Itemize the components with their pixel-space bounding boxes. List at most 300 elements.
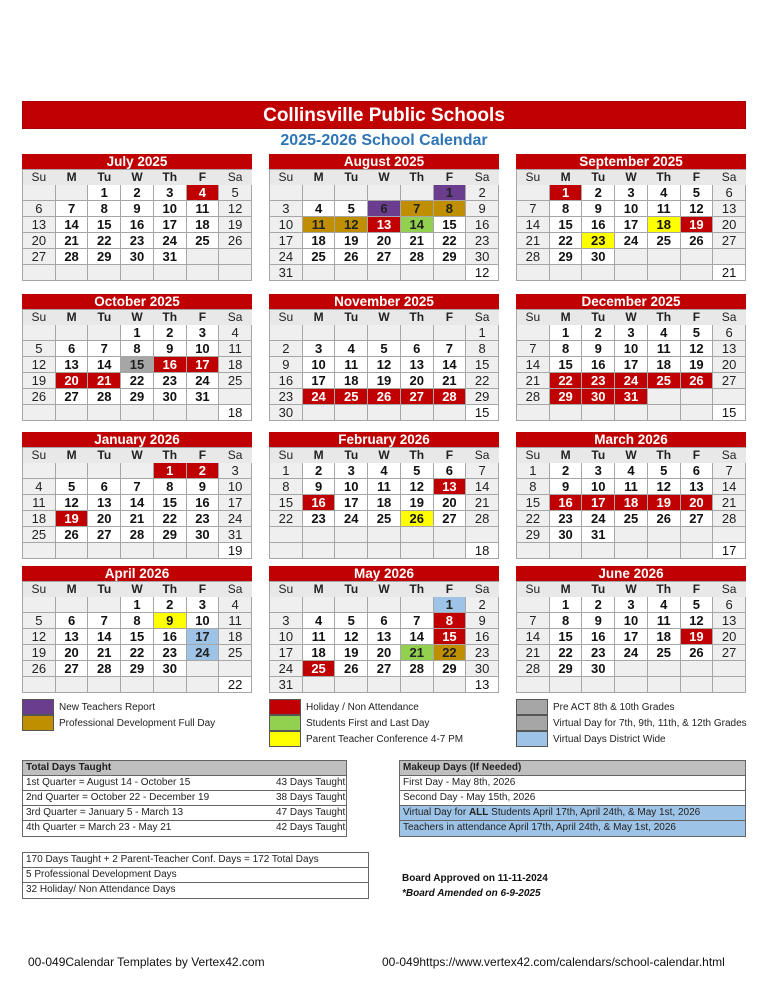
empty-cell xyxy=(121,543,154,559)
day-cell: 23 xyxy=(582,373,615,389)
day-name: Su xyxy=(23,582,56,597)
day-name: M xyxy=(550,170,583,185)
day-name: W xyxy=(368,582,401,597)
days-taught: 38 Days Taught xyxy=(276,792,346,803)
day-cell: 23 xyxy=(187,511,220,527)
empty-cell xyxy=(615,677,648,693)
empty-cell xyxy=(615,661,648,677)
empty-cell xyxy=(550,265,583,281)
day-cell: 25 xyxy=(615,511,648,527)
day-name: W xyxy=(121,170,154,185)
day-cell: 9 xyxy=(121,201,154,217)
day-cell: 5 xyxy=(368,341,401,357)
day-name: Su xyxy=(517,170,550,185)
day-cell: 19 xyxy=(648,495,681,511)
day-cell: 19 xyxy=(56,511,89,527)
day-name: M xyxy=(56,582,89,597)
day-cell: 22 xyxy=(121,645,154,661)
day-cell: 8 xyxy=(434,201,467,217)
days-count: 17 xyxy=(713,543,746,559)
day-cell: 1 xyxy=(550,325,583,341)
day-cell: 8 xyxy=(517,479,550,495)
day-cell: 8 xyxy=(121,341,154,357)
day-name: W xyxy=(121,448,154,463)
day-cell: 21 xyxy=(401,233,434,249)
day-name: W xyxy=(615,582,648,597)
day-name: W xyxy=(368,310,401,325)
day-cell: 1 xyxy=(154,463,187,479)
day-cell: 17 xyxy=(219,495,252,511)
day-cell: 23 xyxy=(303,511,336,527)
day-cell: 24 xyxy=(335,511,368,527)
day-cell: 3 xyxy=(303,341,336,357)
day-name: Tu xyxy=(582,582,615,597)
day-cell: 12 xyxy=(681,341,714,357)
day-cell: 4 xyxy=(615,463,648,479)
day-cell: 2 xyxy=(154,597,187,613)
empty-cell xyxy=(270,527,303,543)
day-cell: 20 xyxy=(56,645,89,661)
day-cell: 30 xyxy=(466,249,499,265)
day-cell: 17 xyxy=(187,629,220,645)
empty-cell xyxy=(303,185,336,201)
quarter-range: 1st Quarter = August 14 - October 15 xyxy=(26,777,191,788)
day-cell: 14 xyxy=(713,479,746,495)
empty-cell xyxy=(219,249,252,265)
empty-cell xyxy=(368,597,401,613)
day-cell: 7 xyxy=(713,463,746,479)
day-name: Th xyxy=(154,310,187,325)
day-cell: 24 xyxy=(219,511,252,527)
day-name: W xyxy=(121,310,154,325)
empty-cell xyxy=(517,543,550,559)
month-title: March 2026 xyxy=(516,432,746,447)
day-name: M xyxy=(303,582,336,597)
day-cell: 20 xyxy=(56,373,89,389)
empty-cell xyxy=(401,325,434,341)
day-name: Su xyxy=(23,170,56,185)
day-cell: 21 xyxy=(517,233,550,249)
day-cell: 31 xyxy=(270,265,303,281)
day-cell: 25 xyxy=(648,645,681,661)
day-cell: 9 xyxy=(466,201,499,217)
day-cell: 17 xyxy=(615,357,648,373)
day-cell: 30 xyxy=(582,249,615,265)
empty-cell xyxy=(154,265,187,281)
day-name: Tu xyxy=(582,448,615,463)
day-cell: 30 xyxy=(582,661,615,677)
swatch-virtual-district xyxy=(516,731,548,747)
day-cell: 19 xyxy=(401,495,434,511)
month-grid xyxy=(516,581,746,693)
calendar-subtitle: 2025-2026 School Calendar xyxy=(280,132,488,149)
day-cell: 2 xyxy=(187,463,220,479)
day-cell: 21 xyxy=(401,645,434,661)
day-cell: 16 xyxy=(550,495,583,511)
day-cell: 29 xyxy=(550,389,583,405)
day-cell: 9 xyxy=(550,479,583,495)
empty-cell xyxy=(368,325,401,341)
day-name: Th xyxy=(648,170,681,185)
day-cell: 2 xyxy=(154,325,187,341)
day-cell: 14 xyxy=(121,495,154,511)
days-taught: 47 Days Taught xyxy=(276,807,346,818)
month-calendar xyxy=(22,566,252,693)
empty-cell xyxy=(550,543,583,559)
legend-label: Virtual Days District Wide xyxy=(553,733,666,745)
day-cell: 20 xyxy=(401,373,434,389)
day-name: M xyxy=(303,448,336,463)
empty-cell xyxy=(648,405,681,421)
day-name: Sa xyxy=(219,582,252,597)
day-cell: 17 xyxy=(270,233,303,249)
empty-cell xyxy=(335,265,368,281)
day-cell: 3 xyxy=(582,463,615,479)
day-cell: 16 xyxy=(187,495,220,511)
day-name: M xyxy=(56,170,89,185)
day-cell: 11 xyxy=(648,341,681,357)
day-cell: 22 xyxy=(121,373,154,389)
table-row xyxy=(23,821,346,836)
empty-cell xyxy=(303,543,336,559)
day-name: Su xyxy=(270,448,303,463)
month-title: December 2025 xyxy=(516,294,746,309)
empty-cell xyxy=(401,543,434,559)
legend-item xyxy=(516,699,747,715)
day-name: Su xyxy=(23,448,56,463)
day-name: W xyxy=(615,448,648,463)
legend-item xyxy=(516,731,747,747)
day-cell: 4 xyxy=(648,185,681,201)
day-cell: 9 xyxy=(303,479,336,495)
day-name: Su xyxy=(517,582,550,597)
day-cell: 25 xyxy=(23,527,56,543)
text: Students April 17th, April 24th, & May 1st, 2026 xyxy=(488,807,701,818)
day-cell: 13 xyxy=(56,357,89,373)
day-cell: 12 xyxy=(681,613,714,629)
month-grid xyxy=(22,169,252,281)
day-cell: 8 xyxy=(434,613,467,629)
table-row: Teachers in attendance April 17th, April 24th, & May 1st, 2026 xyxy=(400,821,745,836)
day-cell: 29 xyxy=(550,249,583,265)
day-cell: 18 xyxy=(303,233,336,249)
empty-cell xyxy=(187,265,220,281)
empty-cell xyxy=(401,265,434,281)
day-cell: 27 xyxy=(713,373,746,389)
day-cell: 4 xyxy=(335,341,368,357)
day-name: Tu xyxy=(335,170,368,185)
day-cell: 24 xyxy=(187,373,220,389)
day-name: Su xyxy=(270,170,303,185)
day-cell: 10 xyxy=(270,217,303,233)
day-cell: 8 xyxy=(550,613,583,629)
empty-cell xyxy=(335,405,368,421)
day-cell: 12 xyxy=(335,217,368,233)
day-cell: 11 xyxy=(23,495,56,511)
day-cell: 1 xyxy=(270,463,303,479)
day-cell: 16 xyxy=(466,217,499,233)
day-cell: 18 xyxy=(303,645,336,661)
day-name: Tu xyxy=(88,310,121,325)
day-name: Th xyxy=(648,310,681,325)
legend-item xyxy=(516,715,747,731)
day-cell: 26 xyxy=(23,661,56,677)
day-cell: 27 xyxy=(23,249,56,265)
swatch-new-teachers xyxy=(22,699,54,715)
day-cell: 19 xyxy=(23,645,56,661)
day-cell: 11 xyxy=(648,613,681,629)
swatch-professional-development xyxy=(22,715,54,731)
empty-cell xyxy=(23,543,56,559)
empty-cell xyxy=(713,249,746,265)
empty-cell xyxy=(368,677,401,693)
empty-cell xyxy=(615,405,648,421)
empty-cell xyxy=(270,597,303,613)
day-cell: 13 xyxy=(401,357,434,373)
empty-cell xyxy=(368,405,401,421)
empty-cell xyxy=(648,677,681,693)
day-cell: 3 xyxy=(154,185,187,201)
day-cell: 26 xyxy=(648,511,681,527)
day-cell: 25 xyxy=(648,373,681,389)
day-name: Su xyxy=(270,310,303,325)
day-cell: 10 xyxy=(219,479,252,495)
day-cell: 25 xyxy=(187,233,220,249)
day-cell: 28 xyxy=(434,389,467,405)
day-cell: 23 xyxy=(121,233,154,249)
month-calendar xyxy=(269,294,499,421)
empty-cell xyxy=(434,527,467,543)
day-cell: 6 xyxy=(56,341,89,357)
empty-cell xyxy=(368,185,401,201)
day-name: Sa xyxy=(466,170,499,185)
day-cell: 21 xyxy=(517,645,550,661)
day-cell: 15 xyxy=(434,217,467,233)
day-cell: 29 xyxy=(550,661,583,677)
day-cell: 20 xyxy=(681,495,714,511)
day-cell: 28 xyxy=(517,661,550,677)
day-cell: 12 xyxy=(648,479,681,495)
month-title: August 2025 xyxy=(269,154,499,169)
days-taught: 42 Days Taught xyxy=(276,822,346,833)
day-cell: 13 xyxy=(368,629,401,645)
day-cell: 25 xyxy=(219,645,252,661)
day-cell: 7 xyxy=(517,613,550,629)
day-name: Sa xyxy=(713,582,746,597)
day-cell: 6 xyxy=(713,597,746,613)
day-cell: 25 xyxy=(303,249,336,265)
day-cell: 30 xyxy=(550,527,583,543)
day-cell: 10 xyxy=(270,629,303,645)
day-name: Tu xyxy=(582,310,615,325)
empty-cell xyxy=(401,405,434,421)
day-cell: 7 xyxy=(56,201,89,217)
day-cell: 29 xyxy=(434,661,467,677)
day-cell: 23 xyxy=(154,373,187,389)
month-title: September 2025 xyxy=(516,154,746,169)
day-cell: 31 xyxy=(154,249,187,265)
empty-cell xyxy=(681,677,714,693)
empty-cell xyxy=(187,405,220,421)
table-header: Makeup Days (If Needed) xyxy=(400,761,745,776)
day-cell: 8 xyxy=(270,479,303,495)
day-cell: 14 xyxy=(401,629,434,645)
day-cell: 22 xyxy=(88,233,121,249)
empty-cell xyxy=(401,527,434,543)
empty-cell xyxy=(154,543,187,559)
day-cell: 24 xyxy=(270,661,303,677)
day-name: Sa xyxy=(713,310,746,325)
day-cell: 27 xyxy=(401,389,434,405)
day-name: Th xyxy=(648,448,681,463)
empty-cell xyxy=(615,527,648,543)
day-cell: 9 xyxy=(270,357,303,373)
day-cell: 19 xyxy=(23,373,56,389)
table-row xyxy=(400,806,745,821)
day-cell: 19 xyxy=(681,217,714,233)
empty-cell xyxy=(56,463,89,479)
day-name: Sa xyxy=(466,582,499,597)
day-cell: 26 xyxy=(23,389,56,405)
day-name: Th xyxy=(154,170,187,185)
empty-cell xyxy=(335,527,368,543)
day-cell: 23 xyxy=(582,233,615,249)
day-cell: 19 xyxy=(368,373,401,389)
day-name: Tu xyxy=(335,448,368,463)
month-title: July 2025 xyxy=(22,154,252,169)
month-title: May 2026 xyxy=(269,566,499,581)
day-cell: 26 xyxy=(56,527,89,543)
day-cell: 8 xyxy=(550,201,583,217)
day-cell: 6 xyxy=(368,201,401,217)
day-cell: 20 xyxy=(88,511,121,527)
day-cell: 13 xyxy=(88,495,121,511)
day-cell: 27 xyxy=(368,249,401,265)
month-title: January 2026 xyxy=(22,432,252,447)
empty-cell xyxy=(154,677,187,693)
empty-cell xyxy=(23,597,56,613)
empty-cell xyxy=(681,543,714,559)
table-row xyxy=(23,806,346,821)
empty-cell xyxy=(303,677,336,693)
empty-cell xyxy=(335,543,368,559)
day-name: Sa xyxy=(466,310,499,325)
day-cell: 6 xyxy=(368,613,401,629)
day-cell: 27 xyxy=(368,661,401,677)
day-cell: 2 xyxy=(550,463,583,479)
day-name: Sa xyxy=(466,448,499,463)
day-cell: 11 xyxy=(303,217,336,233)
day-name: M xyxy=(550,582,583,597)
day-name: Th xyxy=(154,448,187,463)
empty-cell xyxy=(582,543,615,559)
empty-cell xyxy=(434,677,467,693)
day-cell: 5 xyxy=(401,463,434,479)
empty-cell xyxy=(615,543,648,559)
day-cell: 10 xyxy=(615,201,648,217)
empty-cell xyxy=(550,405,583,421)
day-cell: 24 xyxy=(154,233,187,249)
empty-cell xyxy=(713,527,746,543)
empty-cell xyxy=(615,249,648,265)
quarter-range: 2nd Quarter = October 22 - December 19 xyxy=(26,792,210,803)
day-name: Tu xyxy=(335,582,368,597)
empty-cell xyxy=(56,405,89,421)
day-name: Su xyxy=(517,310,550,325)
day-cell: 5 xyxy=(681,185,714,201)
day-cell: 27 xyxy=(713,233,746,249)
day-cell: 29 xyxy=(517,527,550,543)
day-cell: 11 xyxy=(219,341,252,357)
day-cell: 3 xyxy=(335,463,368,479)
day-cell: 5 xyxy=(56,479,89,495)
month-grid xyxy=(516,309,746,421)
day-cell: 23 xyxy=(550,511,583,527)
empty-cell xyxy=(517,677,550,693)
empty-cell xyxy=(270,543,303,559)
day-cell: 5 xyxy=(648,463,681,479)
empty-cell xyxy=(368,527,401,543)
board-approval xyxy=(402,871,548,901)
footer-right: 00-049https://www.vertex42.com/calendars/school-calendar.html xyxy=(382,955,725,969)
day-name: F xyxy=(434,310,467,325)
day-cell: 1 xyxy=(550,597,583,613)
day-cell: 6 xyxy=(56,613,89,629)
month-grid xyxy=(269,581,499,693)
month-calendar xyxy=(269,566,499,693)
day-cell: 20 xyxy=(713,357,746,373)
day-cell: 25 xyxy=(303,661,336,677)
day-cell: 17 xyxy=(154,217,187,233)
day-cell: 18 xyxy=(615,495,648,511)
day-cell: 20 xyxy=(713,629,746,645)
day-cell: 7 xyxy=(88,341,121,357)
day-cell: 9 xyxy=(466,613,499,629)
day-cell: 22 xyxy=(434,645,467,661)
day-cell: 28 xyxy=(517,249,550,265)
day-cell: 21 xyxy=(517,373,550,389)
table-row: 5 Professional Development Days xyxy=(23,868,368,883)
day-cell: 14 xyxy=(517,357,550,373)
day-cell: 31 xyxy=(187,389,220,405)
empty-cell xyxy=(56,677,89,693)
day-cell: 28 xyxy=(56,249,89,265)
empty-cell xyxy=(681,265,714,281)
day-cell: 27 xyxy=(681,511,714,527)
day-cell: 6 xyxy=(88,479,121,495)
day-cell: 10 xyxy=(615,341,648,357)
day-cell: 22 xyxy=(517,511,550,527)
day-name: Th xyxy=(401,448,434,463)
day-cell: 27 xyxy=(434,511,467,527)
day-cell: 15 xyxy=(154,495,187,511)
day-cell: 7 xyxy=(517,341,550,357)
day-cell: 20 xyxy=(368,645,401,661)
empty-cell xyxy=(681,389,714,405)
empty-cell xyxy=(270,185,303,201)
day-name: Su xyxy=(270,582,303,597)
empty-cell xyxy=(23,265,56,281)
table-row xyxy=(23,776,346,791)
day-cell: 14 xyxy=(466,479,499,495)
day-cell: 24 xyxy=(270,249,303,265)
day-cell: 16 xyxy=(582,357,615,373)
day-cell: 28 xyxy=(466,511,499,527)
day-cell: 11 xyxy=(303,629,336,645)
day-cell: 12 xyxy=(368,357,401,373)
empty-cell xyxy=(88,265,121,281)
month-calendar xyxy=(516,294,746,421)
